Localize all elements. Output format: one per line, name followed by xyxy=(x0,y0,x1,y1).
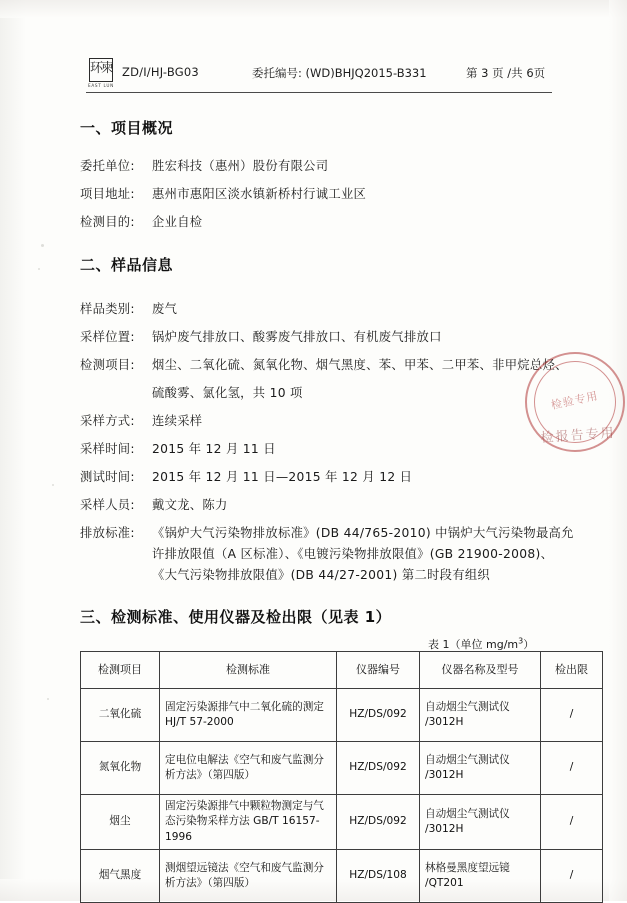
table-caption-superscript: 3 xyxy=(518,636,524,646)
cell-limit: / xyxy=(541,742,603,795)
scan-speck xyxy=(38,268,40,270)
table-row xyxy=(81,795,603,850)
sampling-date-label: 采样时间: xyxy=(80,442,135,456)
cell-limit: / xyxy=(541,689,603,742)
sampling-location-row xyxy=(80,327,442,345)
col-header-device-name: 仪器名称及型号 xyxy=(420,652,541,689)
project-purpose-row xyxy=(80,212,202,230)
project-client-row xyxy=(80,156,328,174)
sampling-staff-label: 采样人员: xyxy=(80,498,135,512)
col-header-item: 检测项目 xyxy=(81,652,160,689)
section-1-title: 一、项目概况 xyxy=(80,119,174,137)
sampling-location-value: 锅炉废气排放口、酸雾废气排放口、有机废气排放口 xyxy=(152,330,442,344)
col-header-standard: 检测标准 xyxy=(160,652,337,689)
table-caption-text: 表 1（单位 mg/m xyxy=(428,638,519,651)
cell-standard: 测烟望远镜法《空气和废气监测分析方法》（第四版） xyxy=(160,850,337,903)
cell-item: 烟尘 xyxy=(81,795,160,850)
sampling-date-row xyxy=(80,439,276,457)
table-row xyxy=(81,850,603,903)
cell-limit: / xyxy=(541,795,603,850)
company-logo xyxy=(86,58,116,90)
test-date-label: 测试时间: xyxy=(80,470,135,484)
cell-standard: 固定污染源排气中颗粒物测定与气态污染物采样方法 GB/T 16157-1996 xyxy=(160,795,337,850)
project-client-value: 胜宏科技（惠州）股份有限公司 xyxy=(152,159,329,173)
cell-standard: 固定污染源排气中二氧化硫的测定 HJ/T 57-2000 xyxy=(160,689,337,742)
scan-speck xyxy=(52,484,54,486)
cell-device-name: 自动烟尘气测试仪 /3012H xyxy=(420,742,541,795)
emission-standard-continuation-1: 许排放限值（A 区标准）、《电镀污染物排放限值》(GB 21900-2008)、 xyxy=(152,547,554,561)
sampling-staff-row xyxy=(80,495,228,513)
cell-limit: / xyxy=(541,850,603,903)
sample-category-row xyxy=(80,299,177,317)
section-2-title: 二、样品信息 xyxy=(80,256,174,274)
test-items-value: 烟尘、二氧化硫、氮氧化物、烟气黑度、苯、甲苯、二甲苯、非甲烷总烃、 xyxy=(152,358,568,372)
project-purpose-label: 检测目的: xyxy=(80,215,135,229)
table-caption xyxy=(428,636,534,652)
cell-device-no: HZ/DS/092 xyxy=(337,742,420,795)
sampling-staff-value: 戴文龙、陈力 xyxy=(152,498,228,512)
emission-standard-row xyxy=(80,523,574,541)
test-date-row xyxy=(80,467,412,485)
logo-subtext: EAST LUN xyxy=(88,83,114,88)
cell-device-name: 自动烟尘气测试仪 /3012H xyxy=(420,795,541,850)
entrust-number-value: (WD)BHJQ2015-B331 xyxy=(305,66,427,80)
emission-standard-continuation-2: 《大气污染物排放限值》(DB 44/27-2001) 第二时段有组织 xyxy=(152,568,491,582)
table-header-row xyxy=(81,652,603,689)
test-items-continuation: 硫酸雾、氯化氢，共 10 项 xyxy=(152,386,303,400)
sample-category-value: 废气 xyxy=(152,302,178,316)
table-row xyxy=(81,689,603,742)
section-3-title: 三、检测标准、使用仪器及检出限（见表 1） xyxy=(80,608,392,626)
header-divider xyxy=(86,92,552,93)
scan-speck xyxy=(47,698,49,700)
sampling-method-label: 采样方式: xyxy=(80,414,135,428)
methods-table xyxy=(80,651,603,903)
document-header xyxy=(86,58,552,92)
emission-standard-label: 排放标准: xyxy=(80,526,135,540)
logo-glyph: 环柬 xyxy=(89,58,113,82)
cell-item: 氮氧化物 xyxy=(81,742,160,795)
sampling-method-row xyxy=(80,411,202,429)
page-indicator: 第 3 页 /共 6页 xyxy=(466,66,546,80)
emission-standard-value: 《锅炉大气污染物排放标准》(DB 44/765-2010) 中锅炉大气污染物最高允 xyxy=(152,526,574,540)
sampling-location-label: 采样位置: xyxy=(80,330,135,344)
entrust-number-label: 委托编号: xyxy=(252,66,302,80)
scan-edge-top xyxy=(0,0,627,18)
cell-item: 二氧化硫 xyxy=(81,689,160,742)
document-code: ZD/I/HJ-BG03 xyxy=(122,65,199,79)
test-date-value: 2015 年 12 月 11 日—2015 年 12 月 12 日 xyxy=(152,470,413,484)
scan-edge-left xyxy=(0,0,26,901)
project-address-value: 惠州市惠阳区淡水镇新桥村行诚工业区 xyxy=(152,187,367,201)
col-header-device-no: 仪器编号 xyxy=(337,652,420,689)
col-header-limit: 检出限 xyxy=(541,652,603,689)
project-client-label: 委托单位: xyxy=(80,159,135,173)
cell-device-name: 自动烟尘气测试仪 /3012H xyxy=(420,689,541,742)
cell-device-no: HZ/DS/108 xyxy=(337,850,420,903)
project-address-label: 项目地址: xyxy=(80,187,135,201)
test-items-label: 检测项目: xyxy=(80,358,135,372)
sampling-method-value: 连续采样 xyxy=(152,414,203,428)
project-address-row xyxy=(80,184,366,202)
side-seal-stamp: 检报告专用 xyxy=(540,425,617,446)
sampling-date-value: 2015 年 12 月 11 日 xyxy=(152,442,276,456)
cell-standard: 定电位电解法《空气和废气监测分析方法》（第四版） xyxy=(160,742,337,795)
cell-device-name: 林格曼黑度望远镜 /QT201 xyxy=(420,850,541,903)
project-purpose-value: 企业自检 xyxy=(152,215,203,229)
entrust-number xyxy=(252,65,427,81)
cell-device-no: HZ/DS/092 xyxy=(337,689,420,742)
sample-category-label: 样品类别: xyxy=(80,302,135,316)
round-seal-text: 检验专用 xyxy=(549,389,600,412)
test-items-row xyxy=(80,355,568,373)
cell-item: 烟气黑度 xyxy=(81,850,160,903)
table-caption-end: ） xyxy=(523,638,535,651)
scan-speck xyxy=(41,244,44,247)
cell-device-no: HZ/DS/092 xyxy=(337,795,420,850)
table-row xyxy=(81,742,603,795)
